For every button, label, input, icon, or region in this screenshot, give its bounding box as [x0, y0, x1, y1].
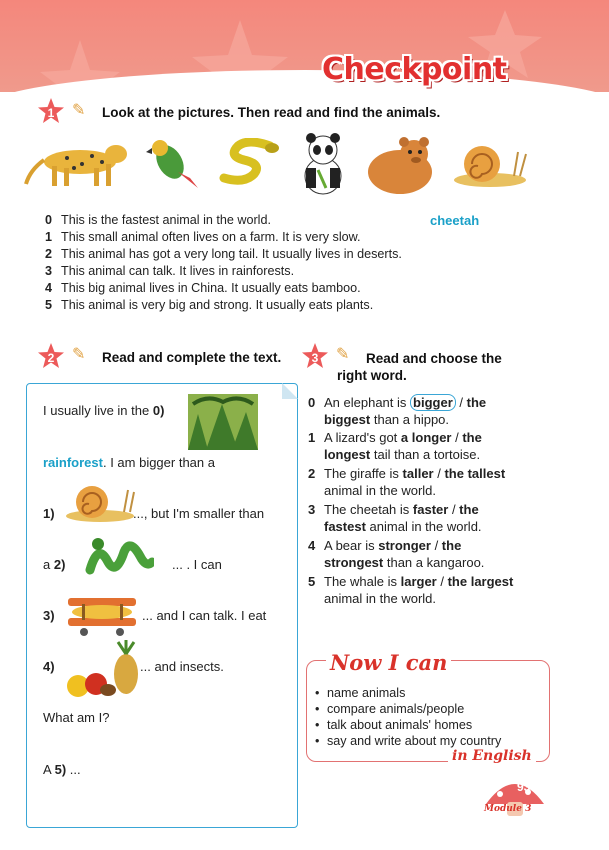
list-item: • say and write about my country	[315, 733, 501, 749]
snail-picture	[448, 142, 528, 188]
snake-picture	[214, 138, 280, 186]
list-item: • name animals	[315, 685, 501, 701]
ex2-line-3: ... . I can	[172, 557, 222, 572]
exercise-2-instruction: Read and complete the text.	[102, 350, 282, 365]
list-item: • compare animals/people	[315, 701, 501, 717]
ex3-item-5: 5 The whale is larger / the largest animal in the world.	[308, 574, 514, 606]
ex2-final-line: A 5) ...	[43, 762, 81, 777]
exercise-1-instruction: Look at the pictures. Then read and find the animals.	[102, 105, 441, 120]
snake-picture	[84, 532, 154, 576]
ex1-sentence-4: 4 This big animal lives in China. It usually eats bamboo.	[45, 281, 361, 295]
ex1-sentence-3: 3 This animal can talk. It lives in rainforests.	[45, 264, 295, 278]
page-fold	[282, 383, 298, 399]
ex2-line-2: ..., but I'm smaller than	[133, 506, 265, 521]
parrot-picture	[146, 138, 202, 190]
pencil-icon: ✎	[72, 102, 86, 119]
in-english-label: in English	[448, 748, 536, 764]
cheetah-picture	[22, 140, 134, 190]
snail-picture	[62, 482, 136, 522]
now-i-can-list	[315, 685, 501, 749]
module-label: Module 3	[484, 804, 532, 814]
list-item: • talk about animals' homes	[315, 717, 501, 733]
ex2-item-2: a 2)	[43, 557, 66, 572]
exercise-3-instruction-a: Read and choose the	[366, 351, 502, 366]
exercise-number: 2	[47, 351, 55, 365]
pencil-icon: ✎	[72, 346, 86, 363]
ex2-item-3: 3)	[43, 608, 55, 623]
ex2-line-1: rainforest. I am bigger than a	[43, 455, 215, 470]
page-title: Checkpoint	[322, 52, 507, 87]
exercise-3-instruction-b: right word.	[337, 368, 407, 383]
ex2-item-1: 1)	[43, 506, 55, 521]
ex2-line-4: ... and I can talk. I eat	[142, 608, 267, 623]
pencil-icon: ✎	[336, 346, 350, 363]
ex1-sentence-1: 1 This small animal often lives on a farm. It is very slow.	[45, 230, 361, 244]
ex2-line-0: I usually live in the 0)	[43, 403, 165, 418]
now-i-can-title: Now I can	[326, 650, 451, 675]
ex3-item-0: 0 An elephant is bigger / the biggest than a hippo.	[308, 395, 487, 427]
ex3-item-2: 2 The giraffe is taller / the tallest animal in the world.	[308, 466, 506, 498]
ex1-sentence-0: 0 This is the fastest animal in the world.	[45, 213, 271, 227]
ex3-item-1: 1 A lizard's got a longer / the longest tail than a tortoise.	[308, 430, 482, 462]
ex1-sentence-5: 5 This animal is very big and strong. It usually eats plants.	[45, 298, 374, 312]
fruit-picture	[62, 640, 142, 698]
page-number: 93	[517, 780, 531, 794]
rainforest-picture	[188, 394, 258, 450]
ex1-sentence-2: 2 This animal has got a very long tail. It usually lives in deserts.	[45, 247, 402, 261]
ex2-item-4: 4)	[43, 659, 55, 674]
panda-picture	[298, 132, 348, 196]
ex3-item-4: 4 A bear is stronger / the strongest than a kangaroo.	[308, 538, 485, 570]
bear-picture	[364, 136, 436, 196]
ex3-item-3: 3 The cheetah is faster / the fastest animal in the world.	[308, 502, 482, 534]
ex1-answer-0: cheetah	[430, 213, 480, 228]
airplane-picture	[64, 590, 140, 638]
exercise-number: 3	[311, 351, 319, 365]
ex2-line-5: ... and insects.	[140, 659, 224, 674]
ex2-question: What am I?	[43, 710, 110, 725]
exercise-number: 1	[47, 106, 55, 120]
